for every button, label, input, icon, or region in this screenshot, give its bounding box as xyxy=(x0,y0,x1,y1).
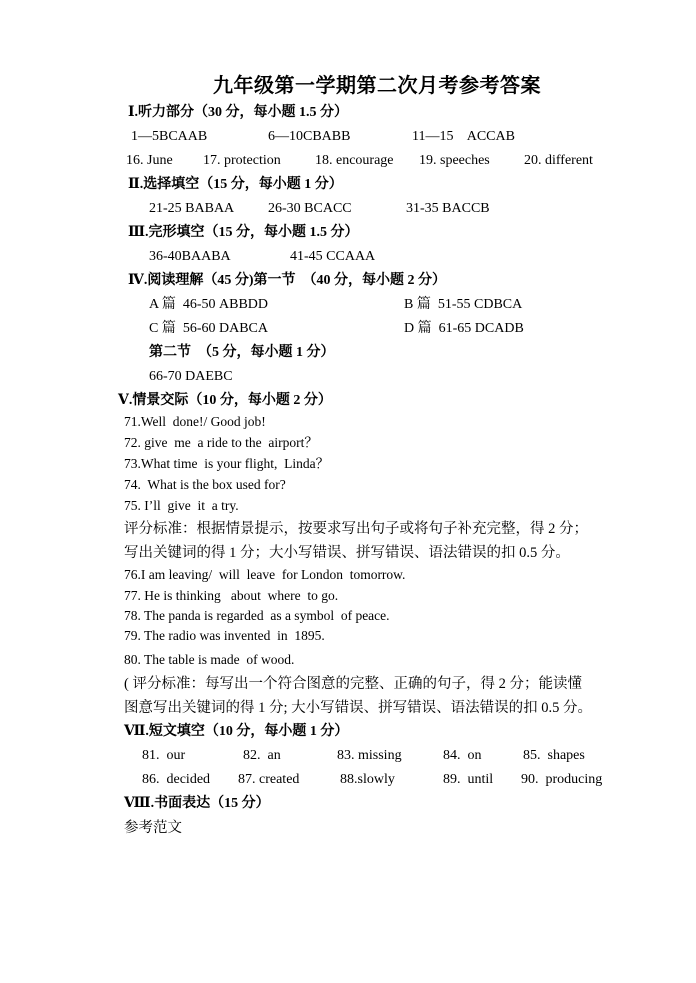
s5-criteria: 评分标准：根据情景提示，按要求写出句子或将句子补充完整，得 2 分； xyxy=(124,521,588,537)
s7-answer: 81. our xyxy=(142,748,186,763)
s4-passage-c: C 篇 56-60 DABCA xyxy=(149,321,269,336)
s7-answer: 87. created xyxy=(238,772,300,787)
s6-criteria: ( 评分标准：每写出一个符合图意的完整、正确的句子，得 2 分；能读懂 xyxy=(124,676,582,692)
s6-criteria: 图意写出关键词的得 1 分; 大小写错误、拼写错误、语法错误的扣 0.5 分。 xyxy=(124,700,593,716)
s6-answer: 77. He is thinking about where to go. xyxy=(124,588,339,603)
s7-answer: 88.slowly xyxy=(340,772,395,787)
s4-passage-b: B 篇 51-55 CDBCA xyxy=(404,297,523,312)
s5-answer: 73.What time is your flight, Linda？ xyxy=(124,456,330,471)
s2-answer-group: 31-35 BACCB xyxy=(406,201,490,216)
s1-answer-group: 11—15 ACCAB xyxy=(412,129,515,144)
s5-answer: 75. I’ll give it a try. xyxy=(124,498,239,513)
s7-answer: 84. on xyxy=(443,748,482,763)
section-5-header: Ⅴ.情景交际（10 分，每小题 2 分） xyxy=(118,393,332,408)
s1-answer-group: 6—10CBABB xyxy=(268,129,351,144)
s7-answer: 82. an xyxy=(243,748,281,763)
s1-answer-word: 17. protection xyxy=(203,153,281,168)
page-title: 九年级第一学期第二次月考参考答案 xyxy=(213,75,541,97)
s7-answer: 90. producing xyxy=(521,772,603,787)
s6-answer: 76.I am leaving/ will leave for London tomorrow. xyxy=(124,567,406,582)
s6-answer: 79. The radio was invented in 1895. xyxy=(124,628,325,643)
section-4-header: Ⅳ.阅读理解（45 分)第一节 （40 分，每小题 2 分） xyxy=(128,273,447,288)
s1-answer-word: 20. different xyxy=(524,153,593,168)
s4-passage-a: A 篇 46-50 ABBDD xyxy=(149,297,269,312)
s3-answer-group: 36-40BAABA xyxy=(149,249,231,264)
section-1-header: Ⅰ.听力部分（30 分，每小题 1.5 分） xyxy=(128,105,349,120)
s2-answer-group: 21-25 BABAA xyxy=(149,201,235,216)
s6-answer: 78. The panda is regarded as a symbol of peace. xyxy=(124,608,390,623)
section-8-header: Ⅷ.书面表达（15 分） xyxy=(124,796,270,811)
s1-answer-word: 16. June xyxy=(126,153,173,168)
s1-answer-group: 1—5BCAAB xyxy=(131,129,208,144)
s1-answer-word: 18. encourage xyxy=(315,153,394,168)
s4-sub-answer: 66-70 DAEBC xyxy=(149,369,233,384)
s4-passage-d: D 篇 61-65 DCADB xyxy=(404,321,524,336)
s7-answer: 83. missing xyxy=(337,748,402,763)
s5-criteria: 写出关键词的得 1 分；大小写错误、拼写错误、语法错误的扣 0.5 分。 xyxy=(124,545,570,561)
section-7-header: Ⅶ.短文填空（10 分，每小题 1 分） xyxy=(124,724,349,739)
s5-answer: 72. give me a ride to the airport？ xyxy=(124,435,318,450)
s7-answer: 89. until xyxy=(443,772,494,787)
section-2-header: Ⅱ.选择填空（15 分，每小题 1 分） xyxy=(128,177,343,192)
s6-answer: 80. The table is made of wood. xyxy=(124,652,295,667)
s2-answer-group: 26-30 BCACC xyxy=(268,201,352,216)
s1-answer-word: 19. speeches xyxy=(419,153,490,168)
s5-answer: 74. What is the box used for? xyxy=(124,477,286,492)
s8-note: 参考范文 xyxy=(124,820,182,836)
s4-sub-header: 第二节 （5 分，每小题 1 分） xyxy=(149,345,335,360)
section-3-header: Ⅲ.完形填空（15 分，每小题 1.5 分） xyxy=(128,225,359,240)
s5-answer: 71.Well done!/ Good job! xyxy=(124,414,266,429)
s7-answer: 86. decided xyxy=(142,772,211,787)
s7-answer: 85. shapes xyxy=(523,748,585,763)
s3-answer-group: 41-45 CCAAA xyxy=(290,249,376,264)
